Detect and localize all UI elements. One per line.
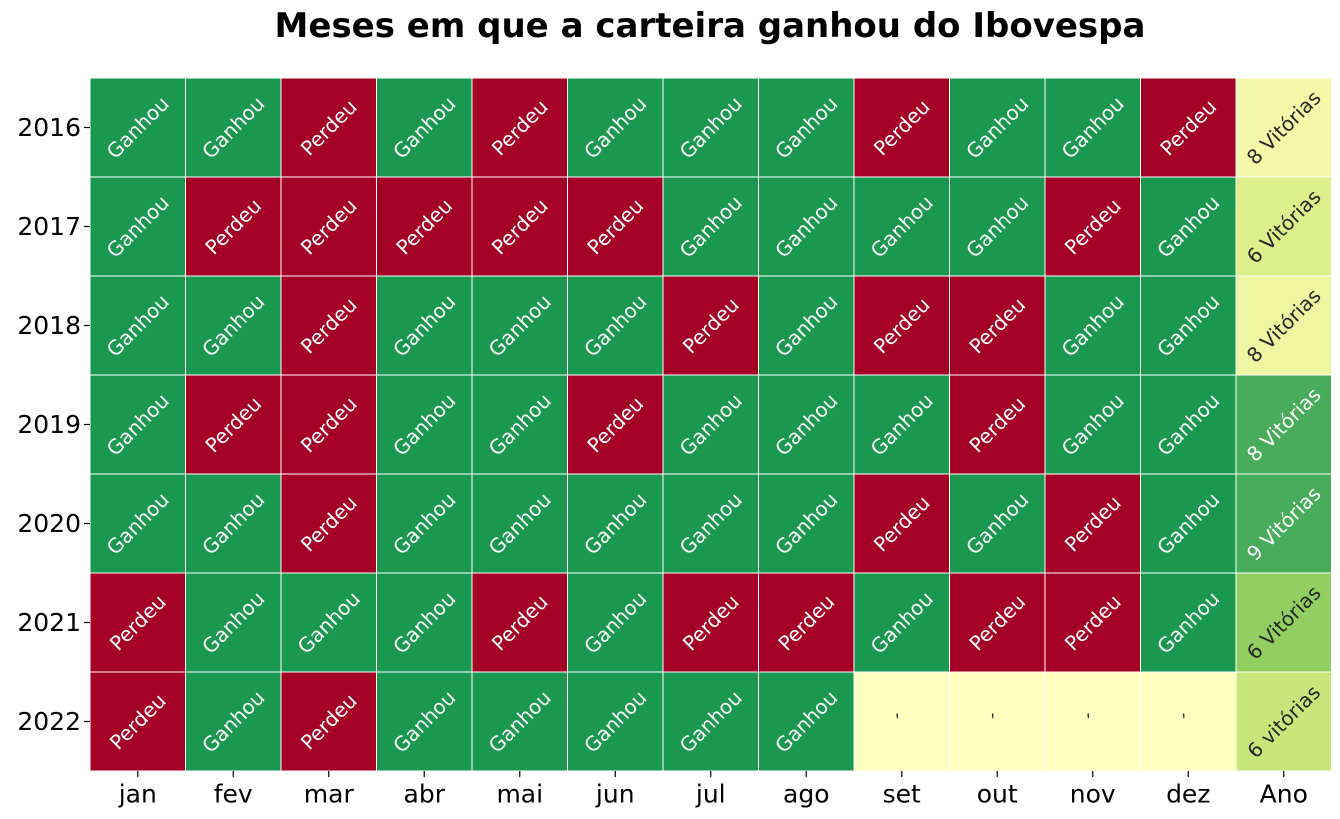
- chart-title: Meses em que a carteira ganhou do Ibovespa: [274, 6, 1146, 46]
- cell-label: Ganhou: [197, 586, 270, 659]
- cell-label: Ganhou: [483, 388, 556, 461]
- cell-label: Ganhou: [197, 91, 270, 164]
- cell-label: Perdeu: [391, 193, 458, 260]
- cell-label: 6 vitórias: [1242, 680, 1326, 763]
- cell-label: Ganhou: [388, 388, 461, 461]
- cell-label: Ganhou: [101, 289, 174, 362]
- cell-label: Ganhou: [483, 685, 556, 758]
- cell-label: Perdeu: [200, 193, 267, 260]
- cell-label: ´: [889, 709, 914, 734]
- x-tick-label: jun: [595, 779, 635, 809]
- x-tick-label: Ano: [1259, 779, 1308, 809]
- cell-label: Ganhou: [388, 685, 461, 758]
- y-tick-label: 2022: [17, 707, 81, 736]
- cell-label: Ganhou: [101, 190, 174, 263]
- x-tick-label: fev: [213, 779, 253, 809]
- cell-label: Ganhou: [292, 586, 365, 659]
- cell-label: Ganhou: [388, 91, 461, 164]
- cell-label: Ganhou: [674, 487, 747, 560]
- y-tick-label: 2020: [17, 509, 81, 538]
- cell-label: Perdeu: [295, 292, 362, 359]
- cell-label: Ganhou: [1152, 190, 1225, 263]
- cell-label: Perdeu: [868, 490, 935, 557]
- x-tick-label: dez: [1166, 779, 1211, 809]
- cell-label: Perdeu: [295, 391, 362, 458]
- cell-label: Ganhou: [483, 289, 556, 362]
- cell-label: 6 Vitórias: [1241, 580, 1326, 665]
- x-tick-label: mar: [303, 779, 354, 809]
- cell-label: Ganhou: [770, 289, 843, 362]
- cell-label: Perdeu: [486, 589, 553, 656]
- cell-label: Ganhou: [579, 487, 652, 560]
- cell-label: Ganhou: [961, 487, 1034, 560]
- cell-label: Perdeu: [295, 193, 362, 260]
- y-tick-label: 2017: [17, 212, 81, 241]
- cell-label: 6 Vitórias: [1241, 184, 1326, 269]
- cell-label: Perdeu: [868, 94, 935, 161]
- cell-label: Perdeu: [773, 589, 840, 656]
- cell-label: Perdeu: [964, 589, 1031, 656]
- cell-label: Ganhou: [865, 190, 938, 263]
- y-tick-label: 2021: [17, 608, 81, 637]
- cell-label: 8 Vitórias: [1241, 382, 1326, 467]
- cell-label: Ganhou: [197, 289, 270, 362]
- cell-label: Ganhou: [388, 289, 461, 362]
- y-tick-label: 2016: [17, 113, 81, 142]
- cell-label: Ganhou: [1152, 586, 1225, 659]
- cell-label: Ganhou: [674, 190, 747, 263]
- cell-label: Ganhou: [770, 388, 843, 461]
- x-tick-label: mai: [496, 779, 544, 809]
- cell-label: ´: [1080, 709, 1105, 734]
- cell-label: 8 Vitórias: [1241, 283, 1326, 368]
- cell-label: Ganhou: [101, 91, 174, 164]
- cell-label: Ganhou: [674, 685, 747, 758]
- cell-label: Perdeu: [964, 292, 1031, 359]
- cell-label: Perdeu: [295, 688, 362, 755]
- cell-label: 8 Vitórias: [1241, 85, 1326, 170]
- cell-label: Perdeu: [1155, 94, 1222, 161]
- cell-label: Perdeu: [486, 94, 553, 161]
- cell-label: Perdeu: [295, 94, 362, 161]
- cell-label: Perdeu: [1059, 193, 1126, 260]
- cell-label: Perdeu: [1059, 589, 1126, 656]
- cell-label: Perdeu: [486, 193, 553, 260]
- cell-label: Ganhou: [674, 388, 747, 461]
- cell-label: Perdeu: [677, 292, 744, 359]
- cell-label: Ganhou: [1056, 289, 1129, 362]
- cell-label: Ganhou: [483, 487, 556, 560]
- cell-label: Ganhou: [579, 91, 652, 164]
- cell-label: Perdeu: [964, 391, 1031, 458]
- cell-label: Perdeu: [1059, 490, 1126, 557]
- cell-label: Perdeu: [200, 391, 267, 458]
- cell-label: Ganhou: [961, 190, 1034, 263]
- cell-label: 9 Vitórias: [1241, 481, 1326, 566]
- cell-label: ´: [1176, 709, 1201, 734]
- cell-label: Ganhou: [770, 190, 843, 263]
- cell-label: Ganhou: [579, 586, 652, 659]
- x-tick-label: nov: [1069, 779, 1116, 809]
- cell-label: Ganhou: [770, 487, 843, 560]
- cell-label: Perdeu: [295, 490, 362, 557]
- y-tick-label: 2019: [17, 410, 81, 439]
- cell-label: Ganhou: [579, 685, 652, 758]
- cell-label: Ganhou: [579, 289, 652, 362]
- cell-label: Ganhou: [865, 586, 938, 659]
- cell-label: Perdeu: [868, 292, 935, 359]
- cell-label: Ganhou: [770, 91, 843, 164]
- cell-label: Ganhou: [101, 388, 174, 461]
- cell-label: Ganhou: [1152, 388, 1225, 461]
- cell-label: Perdeu: [582, 391, 649, 458]
- cell-label: Ganhou: [388, 586, 461, 659]
- cell-label: Perdeu: [582, 193, 649, 260]
- y-tick-label: 2018: [17, 311, 81, 340]
- cell-label: Ganhou: [1152, 487, 1225, 560]
- x-tick-label: abr: [403, 779, 445, 809]
- cell-label: ´: [985, 709, 1010, 734]
- x-tick-label: set: [882, 779, 921, 809]
- x-tick-label: ago: [783, 779, 830, 809]
- cell-label: Ganhou: [770, 685, 843, 758]
- cell-label: Ganhou: [197, 487, 270, 560]
- x-tick-label: out: [976, 779, 1018, 809]
- cell-label: Perdeu: [677, 589, 744, 656]
- cell-label: Perdeu: [104, 688, 171, 755]
- cell-label: Perdeu: [104, 589, 171, 656]
- cell-label: Ganhou: [388, 487, 461, 560]
- cell-label: Ganhou: [865, 388, 938, 461]
- cell-label: Ganhou: [1152, 289, 1225, 362]
- cell-label: Ganhou: [1056, 91, 1129, 164]
- x-tick-label: jul: [695, 779, 726, 809]
- cell-label: Ganhou: [961, 91, 1034, 164]
- x-tick-label: jan: [118, 779, 157, 809]
- cell-label: Ganhou: [197, 685, 270, 758]
- cell-label: Ganhou: [1056, 388, 1129, 461]
- cell-label: Ganhou: [101, 487, 174, 560]
- cell-label: Ganhou: [674, 91, 747, 164]
